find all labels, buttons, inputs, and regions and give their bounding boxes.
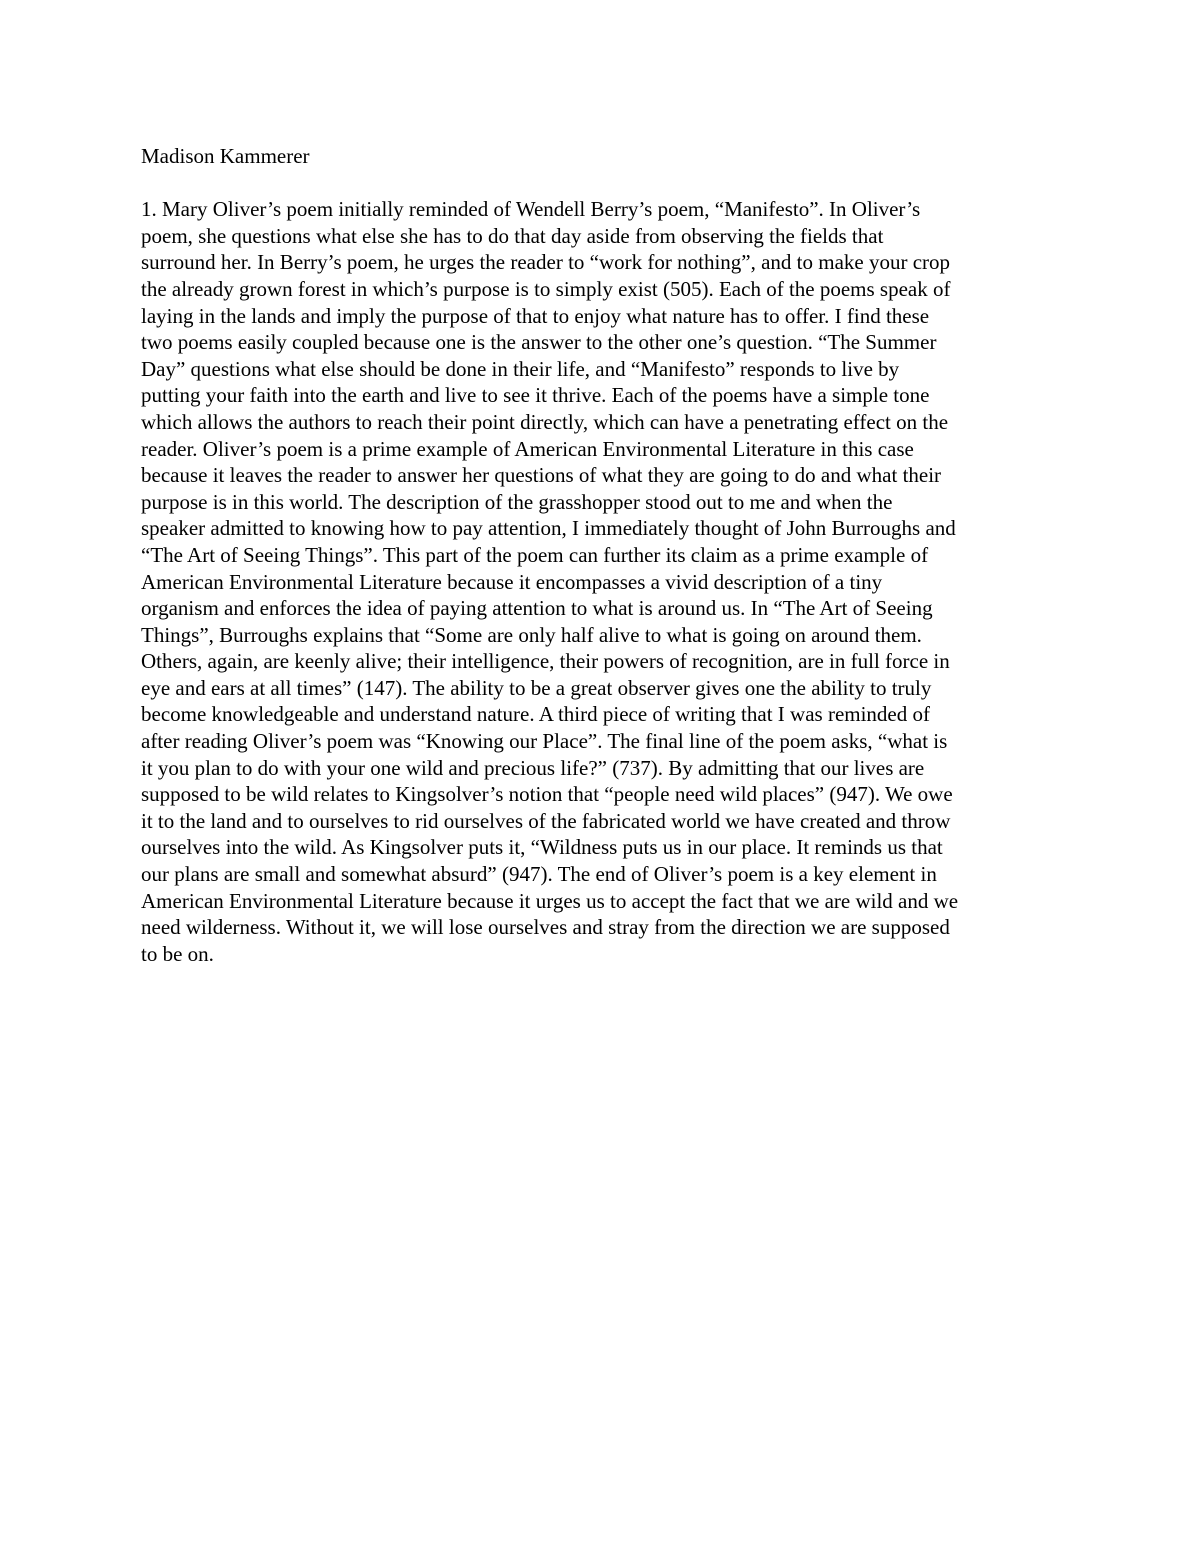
paragraph-line: American Environmental Literature because it urges us to accept the fact that we are wild and we	[141, 888, 959, 913]
author-name: Madison Kammerer	[141, 144, 310, 168]
paragraph-line: need wilderness. Without it, we will lose ourselves and stray from the direction we are supposed	[141, 915, 950, 940]
paragraph-line: the already grown forest in which’s purpose is to simply exist (505). Each of the poems speak of	[141, 276, 951, 301]
paragraph-line: supposed to be wild relates to Kingsolver’s notion that “people need wild places” (947). We owe	[141, 782, 953, 807]
paragraph-line: 1. Mary Oliver’s poem initially reminded of Wendell Berry’s poem, “Manifesto”. In Oliver’s	[141, 197, 921, 222]
paragraph-line: reader. Oliver’s poem is a prime example of American Environmental Literature in this case	[141, 436, 914, 461]
paragraph-line: Others, again, are keenly alive; their intelligence, their powers of recognition, are in full force in	[141, 649, 950, 674]
paragraph-line: laying in the lands and imply the purpose of that to enjoy what nature has to offer. I find these	[141, 303, 930, 328]
paragraph-line: which allows the authors to reach their point directly, which can have a penetrating effect on the	[141, 409, 949, 434]
paragraph-line: putting your faith into the earth and live to see it thrive. Each of the poems have a simple tone	[141, 383, 930, 408]
paragraph-line: poem, she questions what else she has to do that day aside from observing the fields that	[141, 223, 884, 248]
paragraph-line: to be on.	[141, 941, 214, 966]
paragraph-line: eye and ears at all times” (147). The ability to be a great observer gives one the ability to truly	[141, 675, 932, 700]
paragraph-line: it you plan to do with your one wild and precious life?” (737). By admitting that our lives are	[141, 755, 925, 780]
paragraph-line: organism and enforces the idea of paying attention to what is around us. In “The Art of Seeing	[141, 596, 933, 621]
paragraph-line: it to the land and to ourselves to rid ourselves of the fabricated world we have created and throw	[141, 808, 951, 833]
paragraph-line: Things”, Burroughs explains that “Some are only half alive to what is going on around them.	[141, 622, 922, 647]
paragraph-line: because it leaves the reader to answer her questions of what they are going to do and what their	[141, 463, 942, 488]
paragraph-line: become knowledgeable and understand nature. A third piece of writing that I was reminded of	[141, 702, 930, 727]
paragraph-line: American Environmental Literature because it encompasses a vivid description of a tiny	[141, 569, 883, 594]
paragraph-line: surround her. In Berry’s poem, he urges the reader to “work for nothing”, and to make your crop	[141, 250, 951, 275]
paragraph-line: after reading Oliver’s poem was “Knowing our Place”. The final line of the poem asks, “what is	[141, 729, 948, 754]
paragraph-line: our plans are small and somewhat absurd” (947). The end of Oliver’s poem is a key element in	[141, 862, 937, 887]
paragraph-line: two poems easily coupled because one is the answer to the other one’s question. “The Summer	[141, 330, 937, 355]
document-body	[141, 143, 1066, 967]
paragraph-line: speaker admitted to knowing how to pay attention, I immediately thought of John Burroughs and	[141, 516, 956, 541]
paragraph-line: ourselves into the wild. As Kingsolver puts it, “Wildness puts us in our place. It reminds us that	[141, 835, 943, 860]
paragraph-line: “The Art of Seeing Things”. This part of the poem can further its claim as a prime example of	[141, 542, 929, 567]
paragraph-line: Day” questions what else should be done in their life, and “Manifesto” responds to live by	[141, 356, 900, 381]
essay-paragraph	[141, 196, 1066, 967]
paragraph-line: purpose is in this world. The description of the grasshopper stood out to me and when the	[141, 489, 893, 514]
